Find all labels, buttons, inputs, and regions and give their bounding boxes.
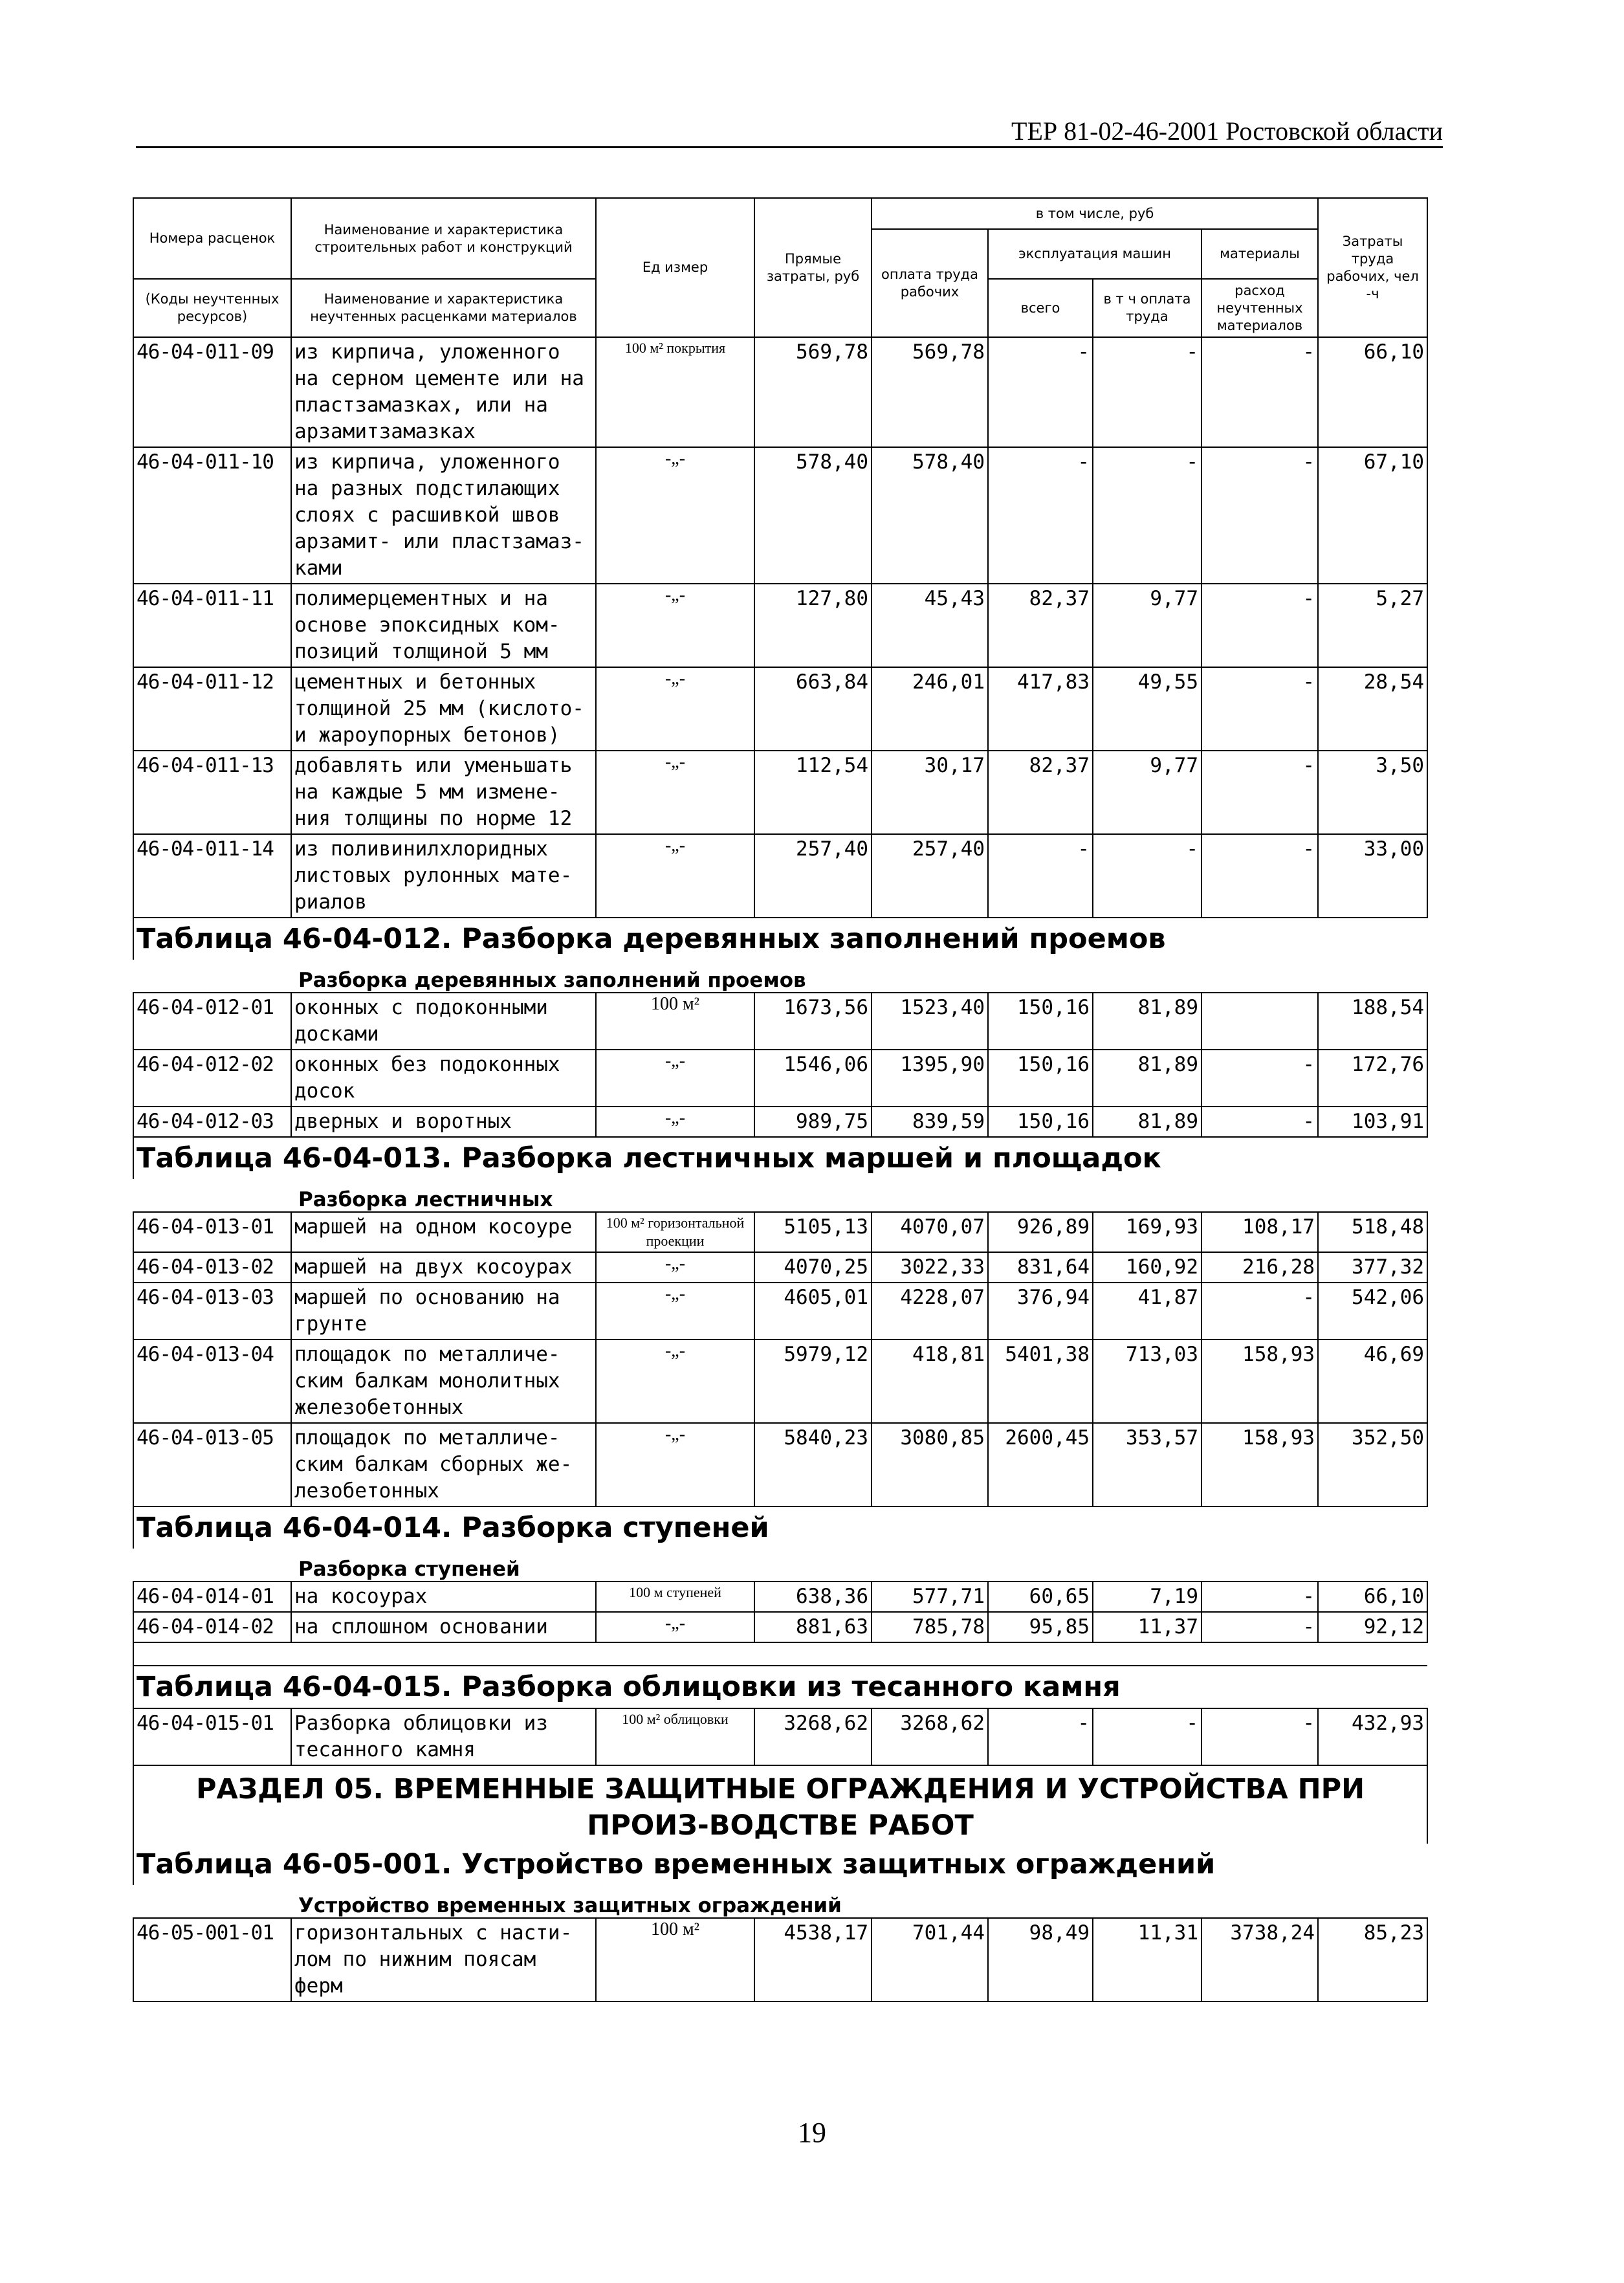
machines-pay-cell: 11,31 <box>1093 1918 1202 2002</box>
col-incl-header: в том числе, руб <box>872 198 1318 229</box>
materials-cell: 108,17 <box>1202 1212 1318 1252</box>
materials-cell: - <box>1202 337 1318 447</box>
rate-code-cell: 46-04-011-12 <box>133 667 291 751</box>
machines-pay-cell: 9,77 <box>1093 584 1202 667</box>
table-row <box>133 1283 1427 1340</box>
direct-costs-cell: 4605,01 <box>754 1283 872 1340</box>
labor-hours-cell: 5,27 <box>1318 584 1427 667</box>
work-name-cell: маршей по основанию на грунте <box>291 1283 596 1340</box>
col-name-header: Наименование и характеристика строительных работ и конструкций <box>291 198 596 279</box>
direct-costs-cell: 578,40 <box>754 447 872 584</box>
materials-cell: - <box>1202 751 1318 834</box>
labor-pay-cell: 418,81 <box>872 1340 988 1423</box>
rate-code-cell: 46-04-011-10 <box>133 447 291 584</box>
direct-costs-cell: 881,63 <box>754 1612 872 1642</box>
materials-cell: - <box>1202 667 1318 751</box>
unit-cell: 100 м ступеней <box>596 1582 754 1612</box>
direct-costs-cell: 569,78 <box>754 337 872 447</box>
rate-code-cell: 46-04-013-04 <box>133 1340 291 1423</box>
materials-cell <box>1202 993 1318 1050</box>
machines-pay-cell: - <box>1093 337 1202 447</box>
rate-code-cell: 46-04-012-03 <box>133 1107 291 1137</box>
direct-costs-cell: 257,40 <box>754 834 872 918</box>
table-row <box>133 447 1427 584</box>
work-name-cell: площадок по металличе-ским балкам монолитных железобетонных <box>291 1340 596 1423</box>
col-pay-header: оплата труда рабочих <box>872 229 988 337</box>
labor-hours-cell: 67,10 <box>1318 447 1427 584</box>
machines-pay-cell: 713,03 <box>1093 1340 1202 1423</box>
labor-pay-cell: 1523,40 <box>872 993 988 1050</box>
labor-hours-cell: 542,06 <box>1318 1283 1427 1340</box>
machines-total-cell: 150,16 <box>988 1107 1093 1137</box>
work-name-cell: горизонтальных с насти-лом по нижним поясам ферм <box>291 1918 596 2002</box>
unit-cell: -„- <box>596 1340 754 1423</box>
work-name-cell: Разборка облицовки из тесанного камня <box>291 1708 596 1765</box>
table-title: Таблица 46-04-014. Разборка ступеней <box>133 1506 1427 1549</box>
rate-code-cell: 46-04-011-09 <box>133 337 291 447</box>
rate-code-cell: 46-04-014-02 <box>133 1612 291 1642</box>
labor-pay-cell: 578,40 <box>872 447 988 584</box>
machines-total-cell: 98,49 <box>988 1918 1093 2002</box>
machines-total-cell: 60,65 <box>988 1582 1093 1612</box>
rate-code-cell: 46-04-013-05 <box>133 1423 291 1506</box>
table-title: Таблица 46-04-013. Разборка лестничных маршей и площадок <box>133 1137 1427 1179</box>
direct-costs-cell: 638,36 <box>754 1582 872 1612</box>
col-direct-header: Прямые затраты, руб <box>754 198 872 337</box>
rates-document <box>133 197 1427 2002</box>
work-name-cell: из кирпича, уложенного на серном цементе или на пластзамазках, или на арзамитзамазках <box>291 337 596 447</box>
work-name-cell: из кирпича, уложенного на разных подстилающих слоях с расшивкой швов арзамит- или пластзамаз-ками <box>291 447 596 584</box>
direct-costs-cell: 5105,13 <box>754 1212 872 1252</box>
machines-total-cell: 82,37 <box>988 751 1093 834</box>
rate-code-cell: 46-04-014-01 <box>133 1582 291 1612</box>
table-row <box>133 751 1427 834</box>
table-row <box>133 667 1427 751</box>
table-row <box>133 1252 1427 1283</box>
labor-pay-cell: 4070,07 <box>872 1212 988 1252</box>
machines-total-cell: 82,37 <box>988 584 1093 667</box>
work-name-cell: из поливинилхлоридных листовых рулонных мате-риалов <box>291 834 596 918</box>
work-name-cell: цементных и бетонных толщиной 25 мм (кислото-и жароупорных бетонов) <box>291 667 596 751</box>
unit-cell: -„- <box>596 584 754 667</box>
rate-code-cell: 46-04-013-03 <box>133 1283 291 1340</box>
table-row <box>133 584 1427 667</box>
work-name-cell: маршей на одном косоуре <box>291 1212 596 1252</box>
materials-cell: - <box>1202 1107 1318 1137</box>
labor-hours-cell: 188,54 <box>1318 993 1427 1050</box>
labor-hours-cell: 172,76 <box>1318 1050 1427 1107</box>
machines-total-cell: 150,16 <box>988 1050 1093 1107</box>
table-subtitle: Устройство временных защитных ограждений <box>298 1894 842 1917</box>
machines-total-cell: 2600,45 <box>988 1423 1093 1506</box>
labor-hours-cell: 3,50 <box>1318 751 1427 834</box>
materials-cell: - <box>1202 1582 1318 1612</box>
rate-code-cell: 46-04-015-01 <box>133 1708 291 1765</box>
machines-pay-cell: 11,37 <box>1093 1612 1202 1642</box>
col-materials-sub-header: расход неучтенных материалов <box>1202 279 1318 337</box>
direct-costs-cell: 5979,12 <box>754 1340 872 1423</box>
materials-cell: - <box>1202 1612 1318 1642</box>
machines-total-cell: 831,64 <box>988 1252 1093 1283</box>
labor-pay-cell: 1395,90 <box>872 1050 988 1107</box>
direct-costs-cell: 3268,62 <box>754 1708 872 1765</box>
machines-pay-cell: 9,77 <box>1093 751 1202 834</box>
labor-hours-cell: 85,23 <box>1318 1918 1427 2002</box>
col-unit-header: Ед измер <box>596 198 754 337</box>
table-row <box>133 1423 1427 1506</box>
col-machines-pay-header: в т ч оплата труда <box>1093 279 1202 337</box>
unit-cell: 100 м² <box>596 993 754 1050</box>
labor-hours-cell: 33,00 <box>1318 834 1427 918</box>
rate-code-cell: 46-04-012-01 <box>133 993 291 1050</box>
machines-pay-cell: 81,89 <box>1093 1107 1202 1137</box>
machines-total-cell: - <box>988 1708 1093 1765</box>
table-row <box>133 993 1427 1050</box>
table-row <box>133 1050 1427 1107</box>
unit-cell: 100 м² <box>596 1918 754 2002</box>
table-subtitle: Разборка ступеней <box>298 1558 520 1581</box>
materials-cell: - <box>1202 447 1318 584</box>
machines-pay-cell: 49,55 <box>1093 667 1202 751</box>
labor-hours-cell: 66,10 <box>1318 1582 1427 1612</box>
machines-pay-cell: 169,93 <box>1093 1212 1202 1252</box>
materials-cell: - <box>1202 584 1318 667</box>
page-number: 19 <box>798 2117 826 2148</box>
materials-cell: 216,28 <box>1202 1252 1318 1283</box>
unit-cell: 100 м² облицовки <box>596 1708 754 1765</box>
unit-cell: -„- <box>596 667 754 751</box>
materials-cell: - <box>1202 1708 1318 1765</box>
labor-hours-cell: 432,93 <box>1318 1708 1427 1765</box>
table-row <box>133 1212 1427 1252</box>
labor-hours-cell: 66,10 <box>1318 337 1427 447</box>
col-materials-header: материалы <box>1202 229 1318 279</box>
materials-cell: - <box>1202 1283 1318 1340</box>
table-row <box>133 1340 1427 1423</box>
unit-cell: -„- <box>596 834 754 918</box>
unit-cell: 100 м² горизонтальной проекции <box>596 1212 754 1252</box>
col-name-sub-header: Наименование и характеристика неучтенных расценками материалов <box>291 279 596 337</box>
section-title: РАЗДЕЛ 05. ВРЕМЕННЫЕ ЗАЩИТНЫЕ ОГРАЖДЕНИЯ И УСТРОЙСТВА ПРИ ПРОИЗ-ВОДСТВЕ РАБОТ <box>133 1765 1427 1844</box>
unit-cell: -„- <box>596 1612 754 1642</box>
machines-pay-cell: 81,89 <box>1093 993 1202 1050</box>
unit-cell: -„- <box>596 1107 754 1137</box>
rate-code-cell: 46-04-011-13 <box>133 751 291 834</box>
labor-pay-cell: 4228,07 <box>872 1283 988 1340</box>
machines-pay-cell: 7,19 <box>1093 1582 1202 1612</box>
rate-code-cell: 46-04-011-14 <box>133 834 291 918</box>
labor-hours-cell: 92,12 <box>1318 1612 1427 1642</box>
direct-costs-cell: 127,80 <box>754 584 872 667</box>
unit-cell: -„- <box>596 1423 754 1506</box>
col-machines-total-header: всего <box>988 279 1093 337</box>
table-subtitle: Разборка лестничных <box>298 1188 553 1211</box>
work-name-cell: оконных с подоконными досками <box>291 993 596 1050</box>
labor-pay-cell: 577,71 <box>872 1582 988 1612</box>
materials-cell: - <box>1202 834 1318 918</box>
materials-cell: 158,93 <box>1202 1423 1318 1506</box>
labor-pay-cell: 45,43 <box>872 584 988 667</box>
work-name-cell: дверных и воротных <box>291 1107 596 1137</box>
table-title: Таблица 46-05-001. Устройство временных защитных ограждений <box>133 1844 1427 1885</box>
machines-pay-cell: 41,87 <box>1093 1283 1202 1340</box>
machines-total-cell: - <box>988 834 1093 918</box>
table-subtitle: Разборка деревянных заполнений проемов <box>298 969 806 992</box>
table-title: Таблица 46-04-012. Разборка деревянных заполнений проемов <box>133 918 1427 960</box>
direct-costs-cell: 112,54 <box>754 751 872 834</box>
work-name-cell: маршей на двух косоурах <box>291 1252 596 1283</box>
machines-total-cell: 5401,38 <box>988 1340 1093 1423</box>
machines-total-cell: - <box>988 337 1093 447</box>
work-name-cell: полимерцементных и на основе эпоксидных ком-позиций толщиной 5 мм <box>291 584 596 667</box>
machines-total-cell: 376,94 <box>988 1283 1093 1340</box>
table-row <box>133 1918 1427 2002</box>
rate-code-cell: 46-04-013-01 <box>133 1212 291 1252</box>
table-row <box>133 1708 1427 1765</box>
labor-pay-cell: 3268,62 <box>872 1708 988 1765</box>
unit-cell: -„- <box>596 1252 754 1283</box>
unit-cell: -„- <box>596 1283 754 1340</box>
col-codes-sub-header: (Коды неучтенных ресурсов) <box>133 279 291 337</box>
work-name-cell: площадок по металличе-ским балкам сборных же-лезобетонных <box>291 1423 596 1506</box>
rate-code-cell: 46-04-013-02 <box>133 1252 291 1283</box>
direct-costs-cell: 663,84 <box>754 667 872 751</box>
materials-cell: 158,93 <box>1202 1340 1318 1423</box>
labor-pay-cell: 30,17 <box>872 751 988 834</box>
table-row <box>133 1107 1427 1137</box>
work-name-cell: на косоурах <box>291 1582 596 1612</box>
col-machines-header: эксплуатация машин <box>988 229 1202 279</box>
labor-hours-cell: 46,69 <box>1318 1340 1427 1423</box>
labor-hours-cell: 103,91 <box>1318 1107 1427 1137</box>
page-header: ТЕР 81-02-46-2001 Ростовской области <box>136 116 1443 148</box>
col-codes-header: Номера расценок <box>133 198 291 279</box>
unit-cell: 100 м² покрытия <box>596 337 754 447</box>
rate-code-cell: 46-05-001-01 <box>133 1918 291 2002</box>
labor-pay-cell: 3022,33 <box>872 1252 988 1283</box>
materials-cell: 3738,24 <box>1202 1918 1318 2002</box>
direct-costs-cell: 4070,25 <box>754 1252 872 1283</box>
unit-cell: -„- <box>596 447 754 584</box>
rate-code-cell: 46-04-012-02 <box>133 1050 291 1107</box>
direct-costs-cell: 1673,56 <box>754 993 872 1050</box>
labor-hours-cell: 377,32 <box>1318 1252 1427 1283</box>
machines-pay-cell: 353,57 <box>1093 1423 1202 1506</box>
labor-pay-cell: 839,59 <box>872 1107 988 1137</box>
unit-cell: -„- <box>596 1050 754 1107</box>
labor-pay-cell: 246,01 <box>872 667 988 751</box>
machines-pay-cell: 160,92 <box>1093 1252 1202 1283</box>
unit-cell: -„- <box>596 751 754 834</box>
machines-pay-cell: 81,89 <box>1093 1050 1202 1107</box>
machines-total-cell: 417,83 <box>988 667 1093 751</box>
labor-hours-cell: 28,54 <box>1318 667 1427 751</box>
labor-hours-cell: 518,48 <box>1318 1212 1427 1252</box>
work-name-cell: добавлять или уменьшать на каждые 5 мм измене-ния толщины по норме 12 <box>291 751 596 834</box>
work-name-cell: оконных без подоконных досок <box>291 1050 596 1107</box>
machines-pay-cell: - <box>1093 1708 1202 1765</box>
work-name-cell: на сплошном основании <box>291 1612 596 1642</box>
direct-costs-cell: 1546,06 <box>754 1050 872 1107</box>
direct-costs-cell: 4538,17 <box>754 1918 872 2002</box>
labor-hours-cell: 352,50 <box>1318 1423 1427 1506</box>
table-row <box>133 1582 1427 1612</box>
machines-total-cell: 95,85 <box>988 1612 1093 1642</box>
machines-total-cell: 150,16 <box>988 993 1093 1050</box>
labor-pay-cell: 569,78 <box>872 337 988 447</box>
table-row <box>133 337 1427 447</box>
labor-pay-cell: 785,78 <box>872 1612 988 1642</box>
labor-pay-cell: 701,44 <box>872 1918 988 2002</box>
col-labor-header: Затраты труда рабочих, чел -ч <box>1318 198 1427 337</box>
machines-total-cell: 926,89 <box>988 1212 1093 1252</box>
rates-table <box>133 197 1428 2002</box>
materials-cell: - <box>1202 1050 1318 1107</box>
rate-code-cell: 46-04-011-11 <box>133 584 291 667</box>
table-row <box>133 834 1427 918</box>
table-title: Таблица 46-04-015. Разборка облицовки из тесанного камня <box>133 1666 1427 1708</box>
machines-pay-cell: - <box>1093 834 1202 918</box>
direct-costs-cell: 989,75 <box>754 1107 872 1137</box>
machines-pay-cell: - <box>1093 447 1202 584</box>
direct-costs-cell: 5840,23 <box>754 1423 872 1506</box>
blank-spacer <box>133 1642 1427 1666</box>
labor-pay-cell: 257,40 <box>872 834 988 918</box>
machines-total-cell: - <box>988 447 1093 584</box>
labor-pay-cell: 3080,85 <box>872 1423 988 1506</box>
table-row <box>133 1612 1427 1642</box>
